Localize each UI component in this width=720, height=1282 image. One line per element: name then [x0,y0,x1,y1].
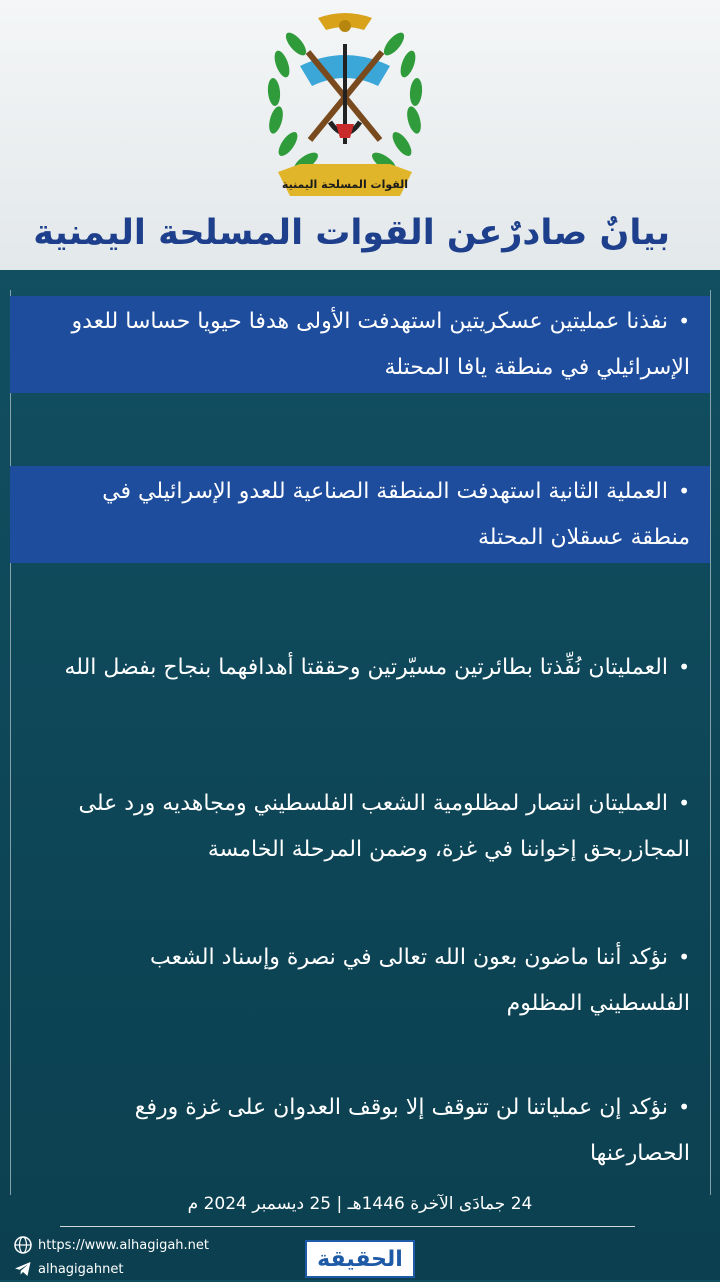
telegram-link[interactable] [14,1258,209,1280]
emblem-ribbon-text: القوات المسلحة اليمنية [281,178,409,191]
website-url: https://www.alhagigah.net [38,1237,210,1253]
statement-text: العمليتان انتصار لمظلومية الشعب الفلسطيني ومجاهديه ورد على المجازربحق إخواننا في غزة، وضمن المرحلة الخامسة [78,791,690,862]
alhagigah-logo [305,1240,415,1278]
page-title: بيانٌ صادرٌعن القوات المسلحة اليمنية [33,213,670,253]
bullet-icon: • [678,479,690,503]
logo-text: الحقيقة [317,1246,403,1272]
statement-item-3 [10,642,710,693]
statement-item-4 [10,778,710,875]
website-link[interactable] [14,1234,209,1256]
footer-divider [60,1226,635,1227]
bullet-icon: • [678,945,690,969]
globe-icon [14,1236,32,1254]
statement-text: العمليتان نُفِّذتا بطائرتين مسيّرتين وحققتا أهدافهما بنجاح بفضل الله [64,655,668,680]
statement-text: نفذنا عمليتين عسكريتين استهدفت الأولى هدفا حيويا حساسا للعدو الإسرائيلي في منطقة يافا المحتلة [71,309,690,380]
telegram-icon [14,1260,32,1278]
statement-item-5 [10,932,710,1029]
statement-body [0,270,720,1280]
statement-item-1 [10,296,710,393]
statement-item-2 [10,466,710,563]
statement-text: نؤكد أننا ماضون بعون الله تعالى في نصرة وإسناد الشعب الفلسطيني المظلوم [149,945,690,1016]
telegram-handle: alhagigahnet [38,1261,124,1277]
statement-date: 24 جمادَى الآخرة 1446هـ | 25 ديسمبر 2024 م [187,1194,533,1214]
header [0,0,720,270]
statement-text: نؤكد إن عملياتنا لن تتوقف إلا بوقف العدوان على غزة ورفع الحصارعنها [134,1095,690,1166]
footer-links [14,1234,209,1282]
yemen-armed-forces-emblem [260,4,430,200]
statement-item-6 [10,1082,710,1179]
left-border-line [10,290,11,1195]
bullet-icon: • [678,309,690,333]
bullet-icon: • [678,1095,690,1119]
bullet-icon: • [678,791,690,815]
statement-text: العملية الثانية استهدفت المنطقة الصناعية للعدو الإسرائيلي في منطقة عسقلان المحتلة [102,479,690,550]
bullet-icon: • [678,655,690,679]
right-border-line [710,290,711,1195]
